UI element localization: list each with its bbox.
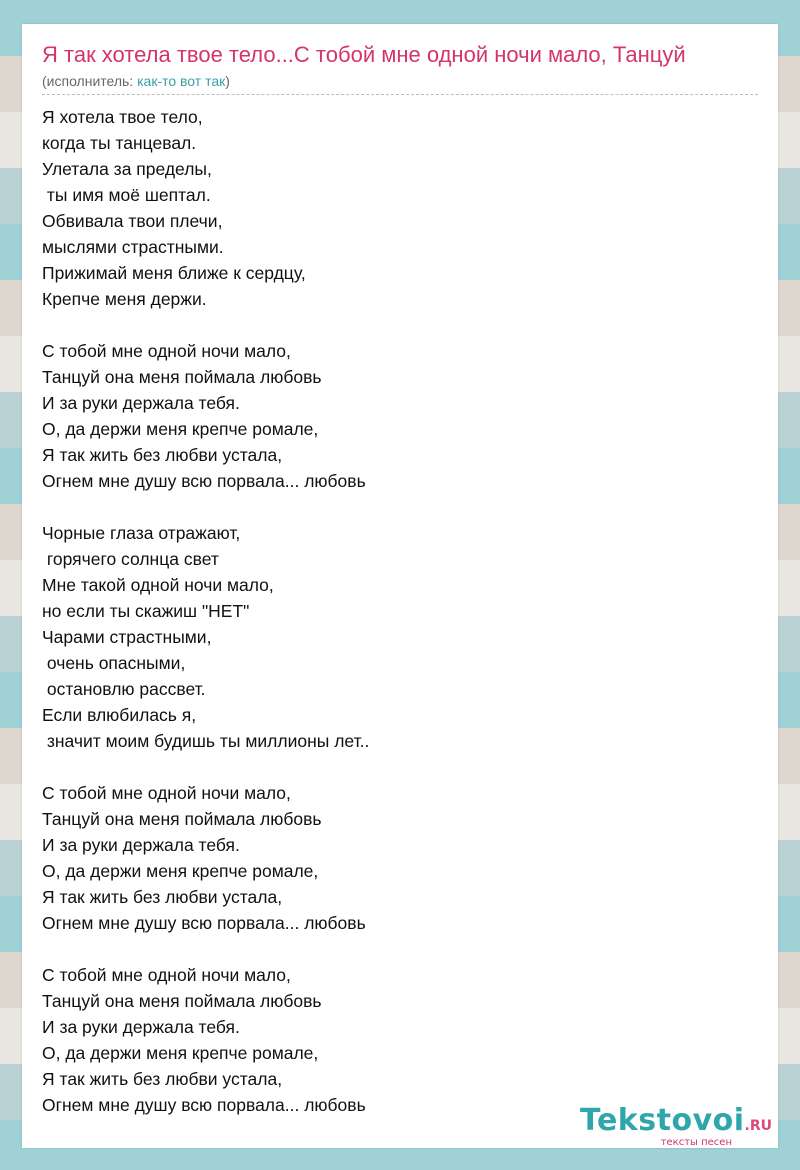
stanza-5 — [42, 962, 742, 1118]
logo-tld: .RU — [744, 1118, 772, 1134]
lyric-line: Танцуй она меня поймала любовь — [42, 367, 322, 387]
artist-prefix: (исполнитель: — [42, 73, 138, 89]
lyric-line: С тобой мне одной ночи мало, — [42, 783, 291, 803]
lyric-line: О, да держи меня крепче ромале, — [42, 1043, 319, 1063]
lyric-line: Я хотела твое тело, — [42, 107, 203, 127]
lyric-line: С тобой мне одной ночи мало, — [42, 341, 291, 361]
logo-tagline: тексты песен — [660, 1137, 732, 1148]
lyric-line: очень опасными, — [42, 653, 186, 673]
lyric-line: Обвивала твои плечи, — [42, 211, 223, 231]
lyric-line: Танцуй она меня поймала любовь — [42, 809, 322, 829]
lyric-line: но если ты скажиш "НЕТ" — [42, 601, 250, 621]
lyric-line: И за руки держала тебя. — [42, 835, 240, 855]
lyric-line: Если влюбилась я, — [42, 705, 197, 725]
lyric-line: Я так жить без любви устала, — [42, 887, 283, 907]
lyric-line: горячего солнца свет — [42, 549, 219, 569]
lyric-line: И за руки держала тебя. — [42, 393, 240, 413]
lyric-line: когда ты танцевал. — [42, 133, 197, 153]
lyric-line: О, да держи меня крепче ромале, — [42, 861, 319, 881]
lyric-line: С тобой мне одной ночи мало, — [42, 965, 291, 985]
lyric-line: Крепче меня держи. — [42, 289, 207, 309]
lyric-line: Мне такой одной ночи мало, — [42, 575, 274, 595]
lyric-line: мыслями страстными. — [42, 237, 224, 257]
lyric-line: Огнем мне душу всю порвала... любовь — [42, 1095, 366, 1115]
lyric-line: Танцуй она меня поймала любовь — [42, 991, 322, 1011]
artist-suffix: ) — [225, 73, 230, 89]
lyric-line: О, да держи меня крепче ромале, — [42, 419, 319, 439]
stanza-4 — [42, 780, 742, 936]
lyric-line: И за руки держала тебя. — [42, 1017, 240, 1037]
stanza-3 — [42, 520, 742, 754]
logo-wordmark: Tekstovoi — [579, 1103, 745, 1138]
lyric-line: Улетала за пределы, — [42, 159, 212, 179]
site-logo[interactable] — [579, 1103, 772, 1148]
artist-link[interactable]: как-то вот так — [137, 73, 226, 89]
song-title: Я так хотела твое тело...С тобой мне одной ночи мало, Танцуй — [42, 42, 686, 67]
lyric-line: Я так жить без любви устала, — [42, 1069, 283, 1089]
artist-line — [42, 73, 230, 89]
divider — [42, 94, 758, 95]
lyric-line: Огнем мне душу всю порвала... любовь — [42, 471, 366, 491]
lyric-line: ты имя моё шептал. — [42, 185, 211, 205]
lyric-line: Прижимай меня ближе к сердцу, — [42, 263, 306, 283]
lyric-line: Чарами страстными, — [42, 627, 212, 647]
lyrics-card — [22, 24, 778, 1148]
stanza-1 — [42, 104, 742, 312]
lyric-line: Огнем мне душу всю порвала... любовь — [42, 913, 366, 933]
stanza-2 — [42, 338, 742, 494]
lyric-line: остановлю рассвет. — [42, 679, 206, 699]
lyric-line: значит моим будишь ты миллионы лет.. — [42, 731, 370, 751]
lyrics-text — [42, 104, 742, 1144]
lyric-line: Я так жить без любви устала, — [42, 445, 283, 465]
lyric-line: Чорные глаза отражают, — [42, 523, 241, 543]
